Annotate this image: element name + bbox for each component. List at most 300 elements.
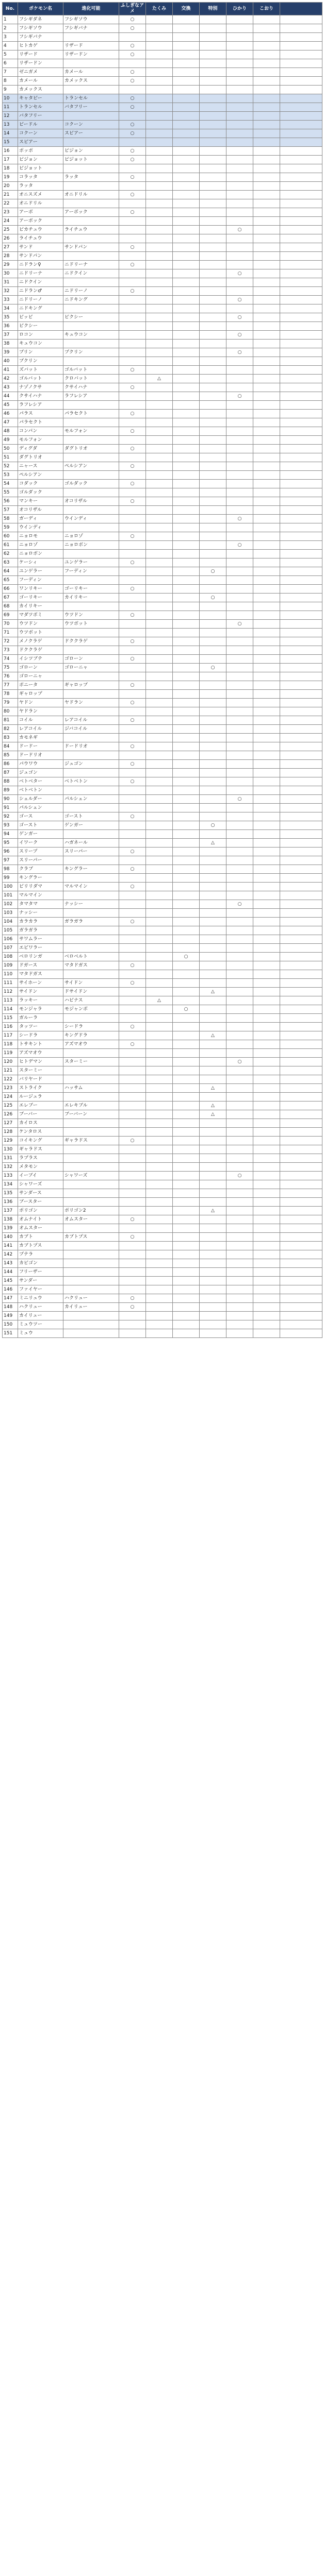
mark-light <box>226 173 253 182</box>
table-row <box>3 681 322 690</box>
mark-light <box>226 996 253 1005</box>
mark-light <box>226 462 253 471</box>
mark-special <box>200 935 226 944</box>
mark-light <box>226 1066 253 1075</box>
cell-name: ニドリーナ <box>18 269 63 278</box>
cell-name: ゴローニャ <box>18 672 63 681</box>
mark-rare-candy <box>119 1119 146 1128</box>
mark-skill <box>146 567 173 576</box>
mark-light <box>226 699 253 707</box>
mark-light <box>226 558 253 567</box>
mark-rare-candy <box>119 1172 146 1180</box>
mark-special <box>200 366 226 375</box>
table-row <box>3 576 322 585</box>
cell-no: 105 <box>3 926 18 935</box>
mark-skill <box>146 926 173 935</box>
mark-light: ○ <box>226 392 253 401</box>
mark-special <box>200 1093 226 1101</box>
mark-trade <box>173 1172 200 1180</box>
mark-skill <box>146 304 173 313</box>
cell-no: 25 <box>3 226 18 234</box>
cell-name: プリン <box>18 348 63 357</box>
mark-trade <box>173 637 200 646</box>
mark-special <box>200 173 226 182</box>
cell-note <box>280 1180 322 1189</box>
cell-name: ヤドラン <box>18 707 63 716</box>
mark-skill <box>146 182 173 191</box>
mark-special <box>200 112 226 121</box>
mark-trade <box>173 1189 200 1198</box>
mark-rare-candy <box>119 690 146 699</box>
table-row <box>3 121 322 129</box>
mark-rare-candy <box>119 1075 146 1084</box>
mark-rare-candy <box>119 226 146 234</box>
mark-special <box>200 1320 226 1329</box>
cell-evolution <box>63 1066 119 1075</box>
mark-rare-candy: ○ <box>119 497 146 506</box>
mark-special <box>200 611 226 620</box>
cell-no: 11 <box>3 103 18 112</box>
cell-note <box>280 769 322 777</box>
cell-name: コイキング <box>18 1137 63 1145</box>
mark-trade <box>173 804 200 812</box>
mark-rare-candy <box>119 1312 146 1320</box>
cell-evolution: フシギバナ <box>63 24 119 33</box>
mark-special <box>200 620 226 629</box>
mark-trade <box>173 418 200 427</box>
cell-evolution <box>63 1189 119 1198</box>
mark-special <box>200 164 226 173</box>
table-row <box>3 672 322 681</box>
table-row <box>3 261 322 269</box>
cell-evolution: ラッタ <box>63 173 119 182</box>
cell-no: 60 <box>3 532 18 541</box>
mark-rare-candy <box>119 550 146 558</box>
mark-ice <box>253 926 280 935</box>
cell-evolution: リザード <box>63 42 119 50</box>
cell-no: 141 <box>3 1242 18 1250</box>
cell-evolution <box>63 164 119 173</box>
cell-no: 126 <box>3 1110 18 1119</box>
cell-evolution: ドサイドン <box>63 988 119 996</box>
cell-name: ニドキング <box>18 304 63 313</box>
cell-no: 3 <box>3 33 18 42</box>
cell-name: ピジョット <box>18 164 63 173</box>
mark-special <box>200 304 226 313</box>
mark-special <box>200 585 226 594</box>
mark-special <box>200 401 226 410</box>
mark-ice <box>253 217 280 226</box>
cell-name: コダック <box>18 480 63 488</box>
mark-trade <box>173 865 200 874</box>
cell-note <box>280 699 322 707</box>
mark-trade <box>173 86 200 94</box>
cell-no: 110 <box>3 970 18 979</box>
mark-rare-candy: ○ <box>119 191 146 199</box>
cell-note <box>280 24 322 33</box>
cell-evolution <box>63 707 119 716</box>
cell-note <box>280 1172 322 1180</box>
cell-no: 119 <box>3 1049 18 1058</box>
mark-skill <box>146 1101 173 1110</box>
cell-evolution <box>63 1049 119 1058</box>
mark-light <box>226 891 253 900</box>
mark-rare-candy: ○ <box>119 848 146 856</box>
cell-no: 91 <box>3 804 18 812</box>
mark-special: △ <box>200 839 226 848</box>
mark-light <box>226 1329 253 1338</box>
mark-rare-candy: ○ <box>119 961 146 970</box>
mark-skill <box>146 1207 173 1215</box>
cell-name: ニョロモ <box>18 532 63 541</box>
cell-no: 79 <box>3 699 18 707</box>
mark-light: ○ <box>226 1172 253 1180</box>
cell-evolution <box>63 1277 119 1285</box>
mark-trade <box>173 1250 200 1259</box>
mark-trade <box>173 567 200 576</box>
mark-special <box>200 707 226 716</box>
mark-skill <box>146 1066 173 1075</box>
mark-skill <box>146 725 173 734</box>
cell-note <box>280 68 322 77</box>
mark-skill <box>146 1303 173 1312</box>
mark-light <box>226 234 253 243</box>
cell-evolution <box>63 488 119 497</box>
mark-special <box>200 523 226 532</box>
mark-ice <box>253 681 280 690</box>
cell-evolution: フーディン <box>63 567 119 576</box>
cell-note <box>280 532 322 541</box>
mark-rare-candy <box>119 953 146 961</box>
mark-trade <box>173 50 200 59</box>
mark-rare-candy <box>119 269 146 278</box>
mark-rare-candy <box>119 234 146 243</box>
table-row <box>3 848 322 856</box>
mark-ice <box>253 322 280 331</box>
mark-trade <box>173 1320 200 1329</box>
mark-skill <box>146 226 173 234</box>
cell-evolution: ピジョット <box>63 156 119 164</box>
mark-ice <box>253 331 280 340</box>
cell-name: ドードー <box>18 742 63 751</box>
table-row <box>3 1058 322 1066</box>
mark-rare-candy: ○ <box>119 103 146 112</box>
cell-name: オコリザル <box>18 506 63 515</box>
mark-light <box>226 716 253 725</box>
mark-skill <box>146 515 173 523</box>
mark-rare-candy <box>119 734 146 742</box>
mark-skill <box>146 856 173 865</box>
mark-ice <box>253 532 280 541</box>
mark-special <box>200 453 226 462</box>
mark-rare-candy <box>119 357 146 366</box>
mark-trade <box>173 1031 200 1040</box>
mark-light <box>226 734 253 742</box>
cell-evolution <box>63 453 119 462</box>
mark-skill <box>146 812 173 821</box>
mark-light <box>226 830 253 839</box>
mark-special <box>200 410 226 418</box>
cell-name: マンキー <box>18 497 63 506</box>
mark-rare-candy <box>119 900 146 909</box>
cell-note <box>280 1023 322 1031</box>
mark-ice <box>253 234 280 243</box>
mark-ice <box>253 68 280 77</box>
cell-evolution: ベトベトン <box>63 777 119 786</box>
mark-skill <box>146 699 173 707</box>
mark-ice <box>253 1145 280 1154</box>
cell-evolution <box>63 891 119 900</box>
table-row <box>3 243 322 252</box>
mark-trade <box>173 611 200 620</box>
cell-no: 142 <box>3 1250 18 1259</box>
mark-ice <box>253 821 280 830</box>
mark-special <box>200 50 226 59</box>
mark-special <box>200 1189 226 1198</box>
mark-trade <box>173 1101 200 1110</box>
table-row <box>3 173 322 182</box>
mark-skill <box>146 1329 173 1338</box>
mark-light <box>226 1075 253 1084</box>
mark-light <box>226 594 253 602</box>
cell-evolution <box>63 804 119 812</box>
mark-rare-candy <box>119 646 146 655</box>
table-row <box>3 77 322 86</box>
mark-trade <box>173 1233 200 1242</box>
mark-ice <box>253 839 280 848</box>
cell-note <box>280 865 322 874</box>
header-evolution: 進化可能 <box>63 3 119 15</box>
table-row <box>3 410 322 418</box>
table-row <box>3 366 322 375</box>
mark-trade <box>173 1110 200 1119</box>
mark-rare-candy: ○ <box>119 445 146 453</box>
mark-ice <box>253 979 280 988</box>
mark-special <box>200 1285 226 1294</box>
mark-rare-candy <box>119 1259 146 1268</box>
mark-trade <box>173 129 200 138</box>
mark-trade <box>173 1207 200 1215</box>
mark-light <box>226 523 253 532</box>
table-row <box>3 716 322 725</box>
cell-no: 145 <box>3 1277 18 1285</box>
mark-rare-candy <box>119 891 146 900</box>
header-ice: こおり <box>253 3 280 15</box>
cell-no: 41 <box>3 366 18 375</box>
table-row <box>3 199 322 208</box>
mark-special <box>200 15 226 24</box>
cell-no: 62 <box>3 550 18 558</box>
cell-no: 98 <box>3 865 18 874</box>
mark-rare-candy <box>119 602 146 611</box>
table-row <box>3 1303 322 1312</box>
mark-skill <box>146 427 173 436</box>
mark-light <box>226 1084 253 1093</box>
mark-skill <box>146 199 173 208</box>
mark-light <box>226 681 253 690</box>
mark-special <box>200 1023 226 1031</box>
table-row <box>3 821 322 830</box>
table-row <box>3 839 322 848</box>
mark-special <box>200 1014 226 1023</box>
cell-evolution: パルシェン <box>63 795 119 804</box>
mark-ice <box>253 935 280 944</box>
table-row <box>3 1014 322 1023</box>
mark-light: ○ <box>226 313 253 322</box>
mark-rare-candy: ○ <box>119 24 146 33</box>
mark-ice <box>253 646 280 655</box>
mark-special <box>200 68 226 77</box>
mark-trade <box>173 979 200 988</box>
mark-rare-candy: ○ <box>119 462 146 471</box>
cell-name: ドードリオ <box>18 751 63 760</box>
mark-rare-candy: ○ <box>119 681 146 690</box>
mark-special <box>200 515 226 523</box>
cell-name: フシギバナ <box>18 33 63 42</box>
cell-note <box>280 620 322 629</box>
mark-special <box>200 1163 226 1172</box>
cell-no: 55 <box>3 488 18 497</box>
cell-evolution: ゴルバット <box>63 366 119 375</box>
mark-trade <box>173 15 200 24</box>
mark-light <box>226 182 253 191</box>
cell-evolution: スリーパー <box>63 848 119 856</box>
cell-evolution <box>63 322 119 331</box>
mark-rare-candy <box>119 944 146 953</box>
mark-light <box>226 1101 253 1110</box>
mark-rare-candy <box>119 1049 146 1058</box>
mark-special <box>200 340 226 348</box>
mark-ice <box>253 883 280 891</box>
mark-skill <box>146 497 173 506</box>
cell-note <box>280 541 322 550</box>
mark-rare-candy <box>119 348 146 357</box>
cell-evolution <box>63 112 119 121</box>
table-row <box>3 1259 322 1268</box>
mark-special <box>200 970 226 979</box>
table-row <box>3 926 322 935</box>
cell-name: ヤドン <box>18 699 63 707</box>
table-row <box>3 1084 322 1093</box>
mark-ice <box>253 786 280 795</box>
mark-special <box>200 191 226 199</box>
cell-note <box>280 1031 322 1040</box>
mark-trade <box>173 1277 200 1285</box>
mark-trade <box>173 252 200 261</box>
cell-note <box>280 944 322 953</box>
mark-light <box>226 672 253 681</box>
cell-no: 89 <box>3 786 18 795</box>
cell-no: 103 <box>3 909 18 918</box>
cell-evolution: シードラ <box>63 1023 119 1031</box>
cell-note <box>280 900 322 909</box>
cell-no: 135 <box>3 1189 18 1198</box>
cell-no: 77 <box>3 681 18 690</box>
mark-trade <box>173 1294 200 1303</box>
cell-no: 127 <box>3 1119 18 1128</box>
table-row <box>3 497 322 506</box>
cell-name: ハクリュー <box>18 1303 63 1312</box>
mark-special <box>200 637 226 646</box>
mark-skill <box>146 33 173 42</box>
mark-light <box>226 427 253 436</box>
mark-light <box>226 970 253 979</box>
mark-trade <box>173 883 200 891</box>
mark-skill <box>146 961 173 970</box>
mark-ice <box>253 1137 280 1145</box>
mark-special <box>200 979 226 988</box>
cell-no: 128 <box>3 1128 18 1137</box>
cell-no: 57 <box>3 506 18 515</box>
mark-trade <box>173 156 200 164</box>
cell-name: ナッシー <box>18 909 63 918</box>
mark-ice <box>253 1189 280 1198</box>
cell-evolution: シャワーズ <box>63 1172 119 1180</box>
cell-no: 61 <box>3 541 18 550</box>
mark-rare-candy <box>119 909 146 918</box>
cell-no: 43 <box>3 383 18 392</box>
mark-light <box>226 24 253 33</box>
mark-skill <box>146 453 173 462</box>
mark-skill <box>146 1242 173 1250</box>
cell-name: ドククラゲ <box>18 646 63 655</box>
mark-trade <box>173 1312 200 1320</box>
cell-note <box>280 926 322 935</box>
mark-special: ○ <box>200 594 226 602</box>
mark-ice <box>253 86 280 94</box>
mark-skill <box>146 401 173 410</box>
cell-name: スピアー <box>18 138 63 147</box>
table-row <box>3 725 322 734</box>
table-row <box>3 742 322 751</box>
mark-trade <box>173 445 200 453</box>
cell-evolution <box>63 234 119 243</box>
mark-special <box>200 532 226 541</box>
cell-note <box>280 436 322 445</box>
mark-trade <box>173 918 200 926</box>
mark-skill <box>146 979 173 988</box>
cell-name: タッツー <box>18 1023 63 1031</box>
mark-rare-candy: ○ <box>119 585 146 594</box>
cell-evolution: トランセル <box>63 94 119 103</box>
cell-evolution <box>63 252 119 261</box>
cell-evolution: アーボック <box>63 208 119 217</box>
mark-skill <box>146 77 173 86</box>
cell-name: メタモン <box>18 1163 63 1172</box>
cell-name: ニドリーノ <box>18 296 63 304</box>
mark-rare-candy: ○ <box>119 742 146 751</box>
cell-note <box>280 94 322 103</box>
mark-ice <box>253 1259 280 1268</box>
mark-ice <box>253 944 280 953</box>
mark-ice <box>253 304 280 313</box>
mark-trade <box>173 1058 200 1066</box>
table-row <box>3 1066 322 1075</box>
mark-ice <box>253 436 280 445</box>
mark-rare-candy <box>119 567 146 576</box>
mark-light: ○ <box>226 620 253 629</box>
cell-no: 78 <box>3 690 18 699</box>
cell-note <box>280 33 322 42</box>
mark-ice <box>253 1215 280 1224</box>
mark-ice <box>253 812 280 821</box>
table-row <box>3 86 322 94</box>
mark-light <box>226 988 253 996</box>
mark-rare-candy <box>119 164 146 173</box>
mark-trade <box>173 1049 200 1058</box>
cell-note <box>280 1145 322 1154</box>
mark-skill <box>146 1005 173 1014</box>
